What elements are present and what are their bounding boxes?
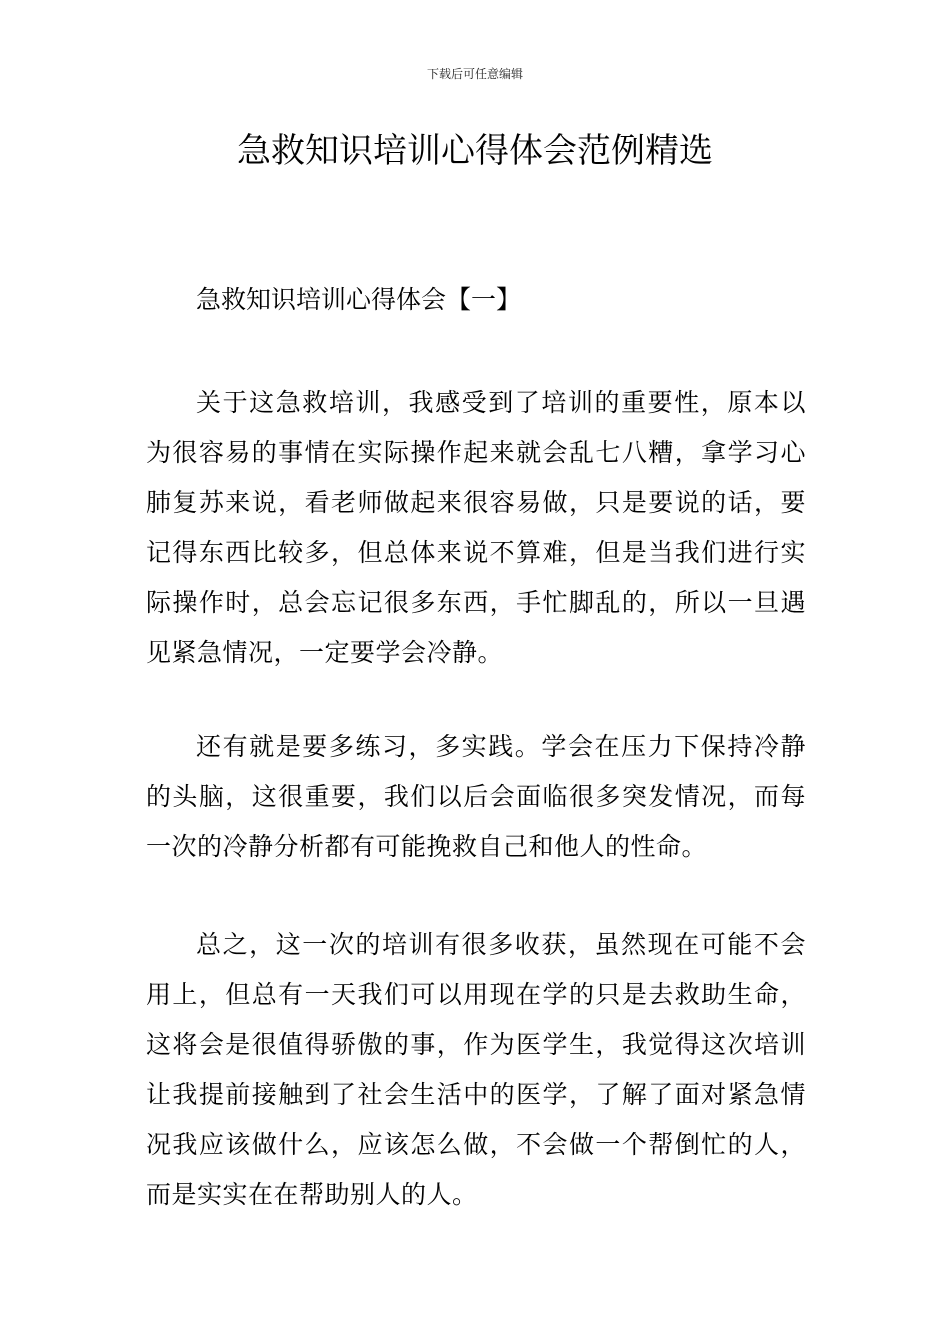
document-title: 急救知识培训心得体会范例精选 bbox=[237, 131, 713, 171]
section-heading: 急救知识培训心得体会【一】 bbox=[196, 285, 522, 314]
header-note: 下载后可任意编辑 bbox=[426, 67, 523, 81]
paragraph-2: 还有就是要多练习，多实践。学会在压力下保持冷静的头脑，这很重要，我们以后会面临很多突发情况，而每一次的冷静分析都有可能挽救自己和他人的性命。 bbox=[146, 732, 806, 861]
paragraph-3: 总之，这一次的培训有很多收获，虽然现在可能不会用上，但总有一天我们可以用现在学的只是去救助生命，这将会是很值得骄傲的事，作为医学生，我觉得这次培训让我提前接触到了社会生活中的医学，了解了面对紧急情况我应该做什么，应该怎么做，不会做一个帮倒忙的人，而是实实在在帮助别人的人。 bbox=[146, 930, 806, 1209]
paragraph-1: 关于这急救培训，我感受到了培训的重要性，原本以为很容易的事情在实际操作起来就会乱七八糟，拿学习心肺复苏来说，看老师做起来很容易做，只是要说的话，要记得东西比较多，但总体来说不算难，但是当我们进行实际操作时，总会忘记很多东西，手忙脚乱的，所以一旦遇见紧急情况，一定要学会冷静。 bbox=[146, 388, 806, 667]
